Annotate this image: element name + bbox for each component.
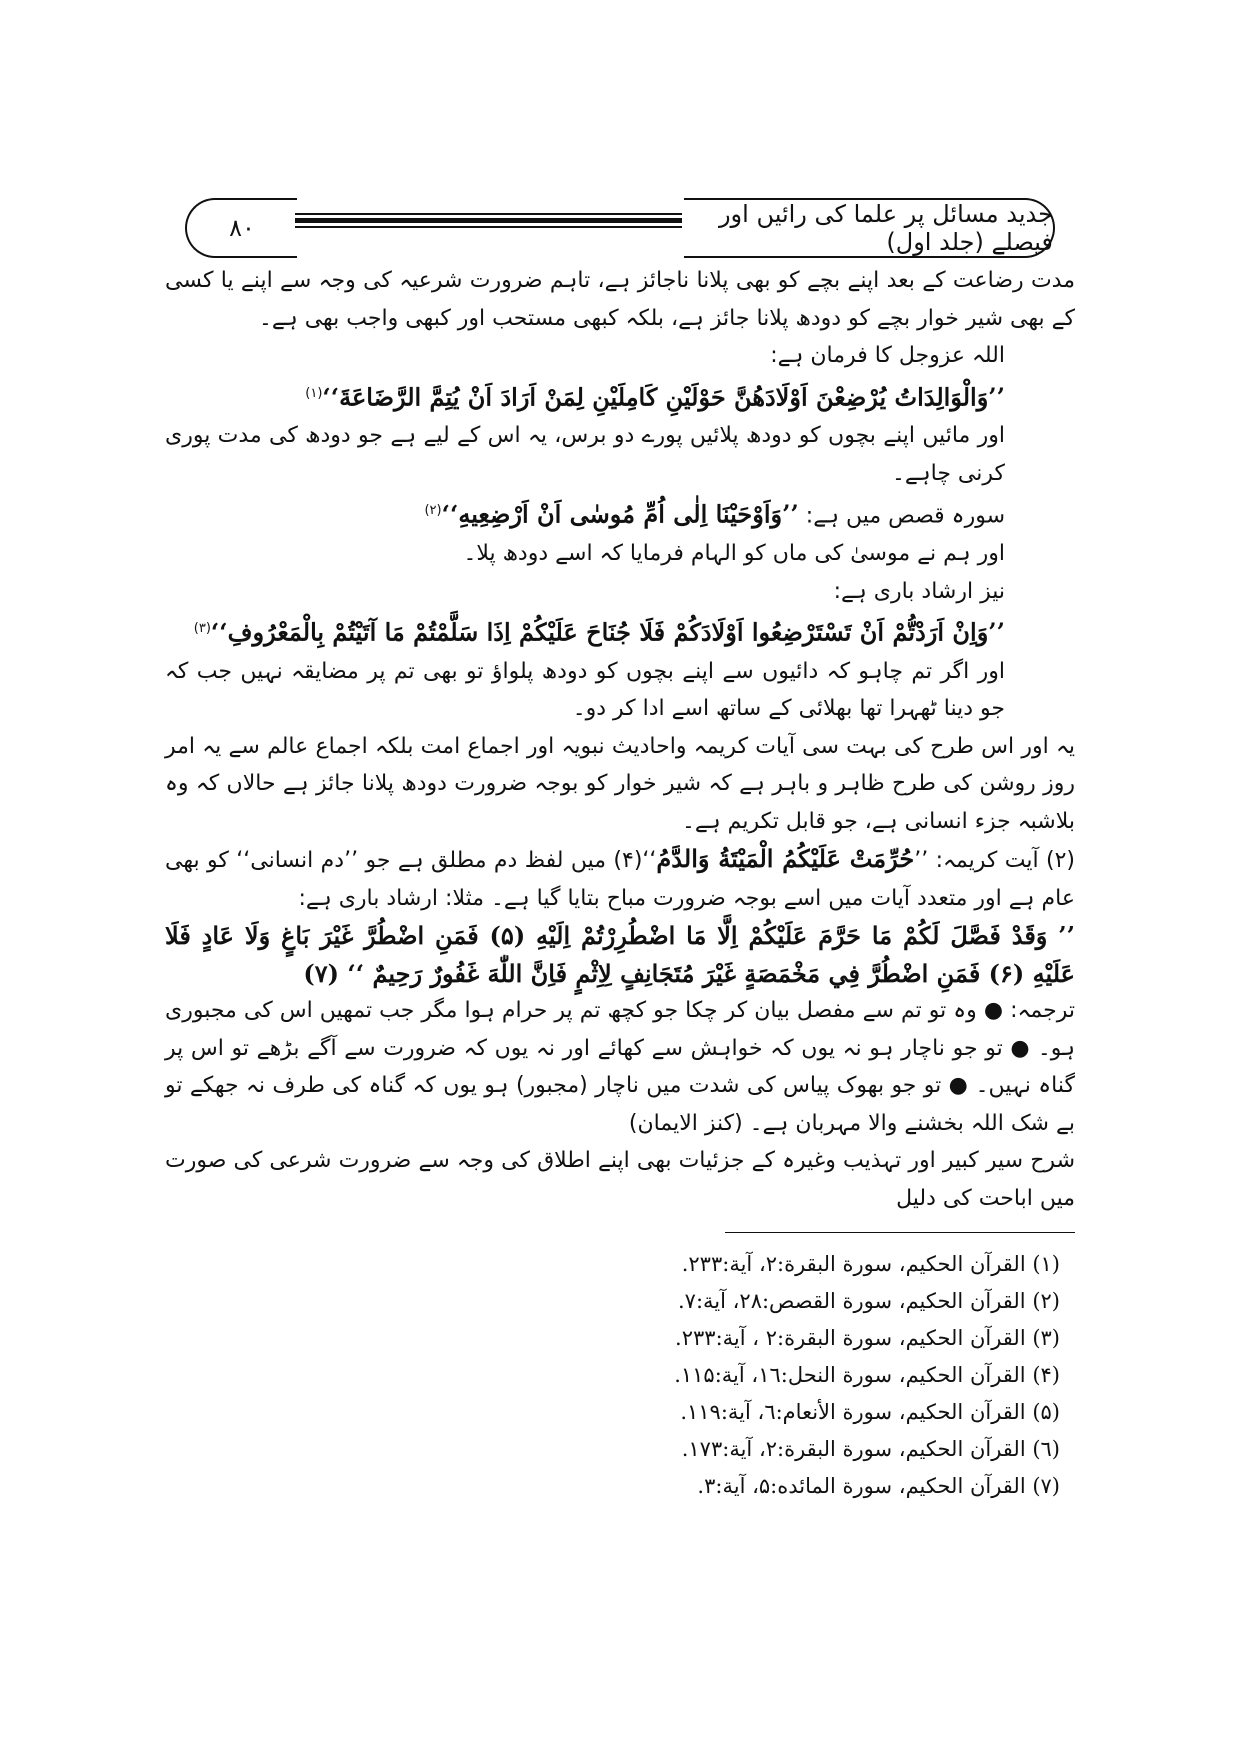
- paragraph: [165, 492, 1075, 535]
- footnote: (۴) القرآن الحكيم، سورة النحل:۱٦، آية:۱۱۵.: [674, 1363, 1060, 1387]
- footnote-rule: [725, 1232, 1075, 1233]
- lead-text: سورہ قصص میں ہے:: [805, 503, 1005, 529]
- footnote: (۲) القرآن الحكيم، سورة القصص:۲۸، آية:۷.: [677, 1289, 1060, 1313]
- quran-verse: ’’ وَقَدْ فَصَّلَ لَكُمْ مَا حَرَّمَ عَلَيْكُمْ اِلَّا مَا اضْطُرِرْتُمْ اِلَيْهِ (۵) فَمَنِ اضْطُرَّ غَيْرَ بَاغٍ وَلَا عَادٍ فَلَا عَلَيْهِ (۶) فَمَنِ اضْطُرَّ فِي مَخْمَصَةٍ غَيْرَ مُتَجَانِفٍ لِاِثْمٍ فَاِنَّ اللّٰهَ غَفُورٌ رَحِيمٌ ‘‘ (۷): [165, 921, 1075, 988]
- footnote: (۱) القرآن الحكيم، سورة البقرة:۲، آية:۲۳۳.: [681, 1252, 1060, 1276]
- paragraph: اللہ عزوجل کا فرمان ہے:: [770, 343, 1005, 368]
- page-header: [185, 198, 1055, 256]
- footnote: (٦) القرآن الحكيم، سورة البقرة:۲، آية:۱۷۳.: [681, 1437, 1060, 1461]
- verse-text: ’’وَاِنْ اَرَدْتُّمْ اَنْ تَسْتَرْضِعُوا اَوْلَادَكُمْ فَلَا جُنَاحَ عَلَيْكُمْ اِذَا سَلَّمْتُمْ مَا آتَيْتُمْ بِالْمَعْرُوفِ‘‘: [210, 617, 1005, 647]
- paragraph: نیز ارشاد باری ہے:: [833, 578, 1005, 604]
- footnote-ref: (۱): [305, 385, 323, 401]
- quran-verse: [165, 375, 1075, 418]
- footnote-ref: (۲): [424, 503, 442, 519]
- text-run: میں لفظ دم مطلق ہے جو ’’دم انسانی‘‘ کو بھی عام ہے اور متعدد آیات میں اسے بوجہ ضرورت مباح بتایا گیا ہے۔ مثلا: ارشاد باری ہے:: [165, 848, 1075, 911]
- verse-text: حُرِّمَتْ عَلَيْكُمُ الْمَيْتَةُ وَالدَّمُ: [656, 844, 915, 874]
- footnote: (۳) القرآن الحكيم، سورة البقرة:۲ ، آية:۲۳۳.: [675, 1326, 1060, 1350]
- translation: اور ہم نے موسیٰ کی ماں کو الہام فرمایا کہ اسے دودھ پلا۔: [463, 541, 1005, 567]
- paragraph: شرح سیر کبیر اور تہذیب وغیرہ کے جزئیات بھی اپنے اطلاق کی وجہ سے ضرورت شرعی کی صورت میں اباحت کی دلیل: [165, 1148, 1075, 1211]
- translation: ترجمہ: ● وہ تو تم سے مفصل بیان کر چکا جو کچھ تم پر حرام ہوا مگر جب تمھیں اس کی مجبوری ہو۔ ● تو جو ناچار ہو نہ یوں کہ خواہش سے کھائے اور نہ یوں کہ ضرورت سے آگے بڑھے تو اس پر گناہ نہیں۔ ● تو جو بھوک پیاس کی شدت میں ناچار (مجبور) ہو یوں کہ گناہ کی طرف نہ جھکے تو بے شک اللہ بخشنے والا مہربان ہے۔ (کنز الایمان): [165, 998, 1075, 1136]
- translation: اور مائیں اپنے بچوں کو دودھ پلائیں پورے دو برس، یہ اس کے لیے ہے جو دودھ کی مدت پوری کرنی چاہے۔: [165, 423, 1005, 486]
- paragraph: [165, 840, 1075, 917]
- page-number: ۸۰: [185, 198, 297, 258]
- main-text: [165, 262, 1075, 1217]
- translation: اور اگر تم چاہو کہ دائیوں سے اپنے بچوں کو دودھ پلواؤ تو بھی تم پر مضایقہ نہیں جب کہ جو دینا ٹھہرا تھا بھلائی کے ساتھ اسے ادا کر دو۔: [165, 658, 1006, 722]
- quran-verse: [165, 610, 1075, 653]
- footnote-ref: (۳): [193, 621, 211, 637]
- paragraph: مدت رضاعت کے بعد اپنے بچے کو بھی پلانا ناجائز ہے، تاہم ضرورت شرعیہ کی وجہ سے اپنے یا کسی کے بھی شیر خوار بچے کو دودھ پلانا جائز ہے، بلکہ کبھی مستحب اور کبھی واجب بھی ہے۔: [165, 268, 1075, 331]
- verse-text: ’’وَاَوْحَيْنَا اِلٰى اُمِّ مُوسٰى اَنْ اَرْضِعِيهِ‘‘: [441, 499, 799, 529]
- paragraph: یہ اور اس طرح کی بہت سی آیات کریمہ واحادیث نبویہ اور اجماع امت بلکہ اجماع عالم سے یہ امر روز روشن کی طرح ظاہر و باہر ہے کہ شیر خوار کو بوجہ ضرورت دودھ پلانا جائز ہے حالاں کہ وہ بلاشبہ جزء انسانی ہے، جو قابل تکریم ہے۔: [165, 733, 1075, 834]
- footnote-ref: ‘‘(۴): [613, 848, 657, 874]
- verse-text: ’’وَالْوَالِدَاتُ يُرْضِعْنَ اَوْلَادَهُنَّ حَوْلَيْنِ كَامِلَيْنِ لِمَنْ اَرَادَ اَنْ يُتِمَّ الرَّضَاعَةَ‘‘: [322, 381, 1005, 411]
- footnote: (۷) القرآن الحكيم، سورة المائده:۵، آية:۳.: [697, 1474, 1060, 1498]
- footnotes: [600, 1246, 1060, 1505]
- header-rule: [295, 213, 685, 233]
- footnote: (۵) القرآن الحكيم، سورة الأنعام:٦، آية:۱۱۹.: [680, 1400, 1060, 1424]
- book-title: جدید مسائل پر علما کی رائیں اور فیصلے (جلد اول): [683, 198, 1055, 258]
- text-run: (۲) آیت کریمہ: ’’: [914, 848, 1076, 874]
